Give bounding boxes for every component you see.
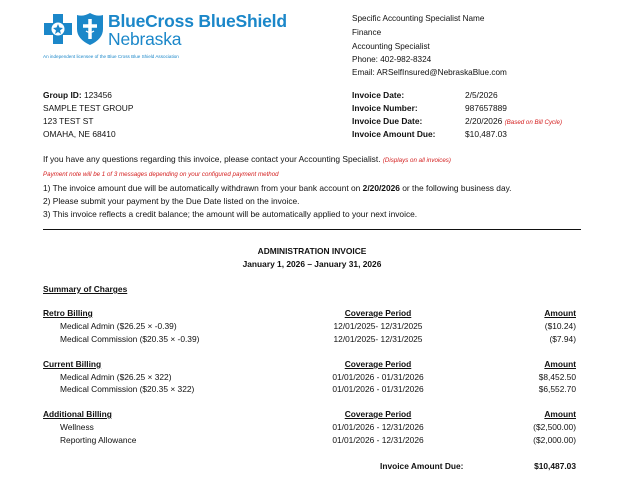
current-billing-heading: Current Billing xyxy=(43,359,102,369)
invoice-number-label: Invoice Number: xyxy=(352,103,418,113)
specialist-name: Specific Accounting Specialist Name xyxy=(352,14,485,23)
table-row-period: 01/01/2026 - 12/31/2026 xyxy=(332,422,424,432)
invoice-amount-label: Invoice Amount Due: xyxy=(352,129,436,139)
table-row-period: 12/01/2025- 12/31/2025 xyxy=(333,321,423,331)
additional-amount-header: Amount xyxy=(544,409,576,419)
questions-note: (Displays on all invoices) xyxy=(382,157,451,164)
table-row-label: Medical Commission ($20.35 × -0.39) xyxy=(60,334,200,344)
group-id-label: Group ID: xyxy=(43,90,82,100)
section-divider xyxy=(43,229,581,230)
group-city: OMAHA, NE 68410 xyxy=(43,129,116,139)
total-amount-label: Invoice Amount Due: xyxy=(380,461,464,471)
invoice-date-label: Invoice Date: xyxy=(352,90,405,100)
table-row-label: Medical Commission ($20.35 × 322) xyxy=(60,384,195,394)
table-row-amount: ($10.24) xyxy=(544,321,576,331)
questions-line xyxy=(43,154,451,164)
brand-name: BlueCross BlueShield xyxy=(108,11,287,31)
table-row-amount: ($7.94) xyxy=(549,334,576,344)
questions-text: If you have any questions regarding this invoice, please contact your Accounting Specialist. xyxy=(43,154,381,164)
group-street: 123 TEST ST xyxy=(43,116,94,126)
current-amount-header: Amount xyxy=(544,359,576,369)
invoice-date-value: 2/5/2026 xyxy=(465,90,498,100)
specialist-phone: Phone: 402-982-8324 xyxy=(352,55,432,64)
payment-message-1-date: 2/20/2026 xyxy=(362,183,400,193)
admin-invoice-title: ADMINISTRATION INVOICE xyxy=(257,246,367,256)
table-row-amount: $6,552.70 xyxy=(538,384,576,394)
licensee-text: An independent licensee of the Blue Cross Blue Shield Association xyxy=(43,54,179,59)
blueshield-logo-icon xyxy=(75,12,105,46)
table-row-label: Medical Admin ($26.25 × -0.39) xyxy=(60,321,177,331)
invoice-due-date xyxy=(465,116,562,126)
table-row-period: 01/01/2026 - 01/31/2026 xyxy=(332,384,424,394)
table-row-amount: ($2,000.00) xyxy=(533,435,576,445)
additional-period-header: Coverage Period xyxy=(344,409,412,419)
table-row-label: Medical Admin ($26.25 × 322) xyxy=(60,372,172,382)
group-id xyxy=(43,90,112,100)
group-name: SAMPLE TEST GROUP xyxy=(43,103,134,113)
invoice-number-value: 987657889 xyxy=(465,103,507,113)
retro-period-header: Coverage Period xyxy=(344,308,412,318)
payment-message-3: 3) This invoice reflects a credit balance; the amount will be automatically applied to your next invoice. xyxy=(43,209,418,219)
table-row-period: 01/01/2026 - 12/31/2026 xyxy=(332,435,424,445)
invoice-due-note: (Based on Bill Cycle) xyxy=(504,119,563,126)
payment-note: Payment note will be 1 of 3 messages depending on your configured payment method xyxy=(43,171,279,178)
table-row-period: 12/01/2025- 12/31/2025 xyxy=(333,334,423,344)
specialist-department: Finance xyxy=(352,28,382,37)
payment-message-1-pre: 1) The invoice amount due will be automatically withdrawn from your bank account on xyxy=(43,183,363,193)
specialist-title: Accounting Specialist xyxy=(352,42,430,51)
total-amount-value: $10,487.03 xyxy=(534,461,576,471)
invoice-amount-value: $10,487.03 xyxy=(465,129,507,139)
table-row-amount: ($2,500.00) xyxy=(533,422,576,432)
additional-billing-heading: Additional Billing xyxy=(43,409,112,419)
retro-amount-header: Amount xyxy=(544,308,576,318)
invoice-due-value: 2/20/2026 xyxy=(465,116,503,126)
current-period-header: Coverage Period xyxy=(344,359,412,369)
brand-region: Nebraska xyxy=(108,29,182,49)
group-id-value: 123456 xyxy=(83,90,112,100)
table-row-label: Reporting Allowance xyxy=(60,435,137,445)
invoice-due-label: Invoice Due Date: xyxy=(352,116,423,126)
table-row-label: Wellness xyxy=(60,422,94,432)
bluecross-logo-icon xyxy=(43,13,73,45)
retro-billing-heading: Retro Billing xyxy=(43,308,93,318)
payment-message-1 xyxy=(43,183,512,193)
admin-invoice-period: January 1, 2026 – January 31, 2026 xyxy=(242,259,382,269)
table-row-period: 01/01/2026 - 01/31/2026 xyxy=(332,372,424,382)
payment-message-2: 2) Please submit your payment by the Due Date listed on the invoice. xyxy=(43,196,300,206)
summary-of-charges-heading: Summary of Charges xyxy=(43,284,128,294)
table-row-amount: $8,452.50 xyxy=(538,372,576,382)
payment-message-1-post: or the following business day. xyxy=(399,183,512,193)
specialist-email[interactable]: Email: ARSelfInsured@NebraskaBlue.com xyxy=(352,68,507,77)
